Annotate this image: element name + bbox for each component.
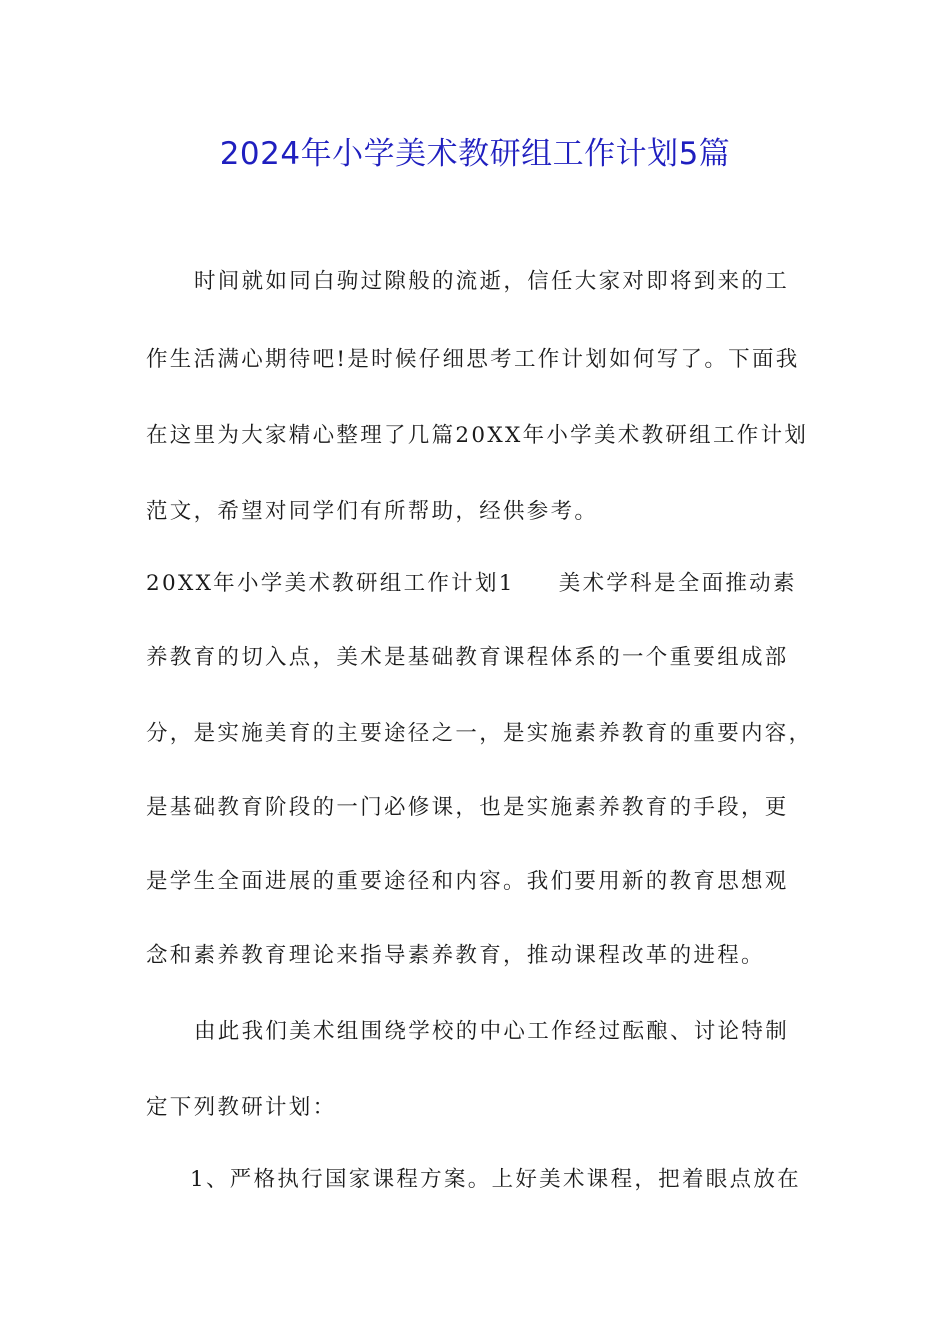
paragraph-line: 是基础教育阶段的一门必修课，也是实施素养教育的手段，更: [146, 795, 789, 820]
paragraph-line: 作生活满心期待吧!是时候仔细思考工作计划如何写了。下面我: [146, 347, 800, 372]
section-heading-line: [146, 564, 950, 604]
paragraph-line: 在这里为大家精心整理了几篇20XX年小学美术教研组工作计划: [146, 423, 809, 448]
paragraph-line: 分，是实施美育的主要途径之一，是实施素养教育的重要内容，: [146, 721, 813, 746]
list-item-line: 1、严格执行国家课程方案。上好美术课程，把着眼点放在: [190, 1167, 801, 1192]
paragraph-start: 美术学科是全面推动素: [558, 571, 797, 596]
paragraph-line: 养教育的切入点，美术是基础教育课程体系的一个重要组成部: [146, 645, 789, 670]
paragraph-line: 定下列教研计划：: [146, 1095, 337, 1120]
paragraph-line: 念和素养教育理论来指导素养教育，推动课程改革的进程。: [146, 943, 765, 968]
paragraph-line: 是学生全面进展的重要途径和内容。我们要用新的教育思想观: [146, 869, 789, 894]
paragraph-line: 由此我们美术组围绕学校的中心工作经过酝酿、讨论特制: [194, 1019, 790, 1044]
paragraph-line: 时间就如同白驹过隙般的流逝，信任大家对即将到来的工: [194, 269, 790, 294]
paragraph-line: 范文，希望对同学们有所帮助，经供参考。: [146, 499, 599, 524]
section-heading: 20XX年小学美术教研组工作计划1: [146, 571, 515, 596]
document-title: 2024年小学美术教研组工作计划5篇: [219, 136, 731, 172]
